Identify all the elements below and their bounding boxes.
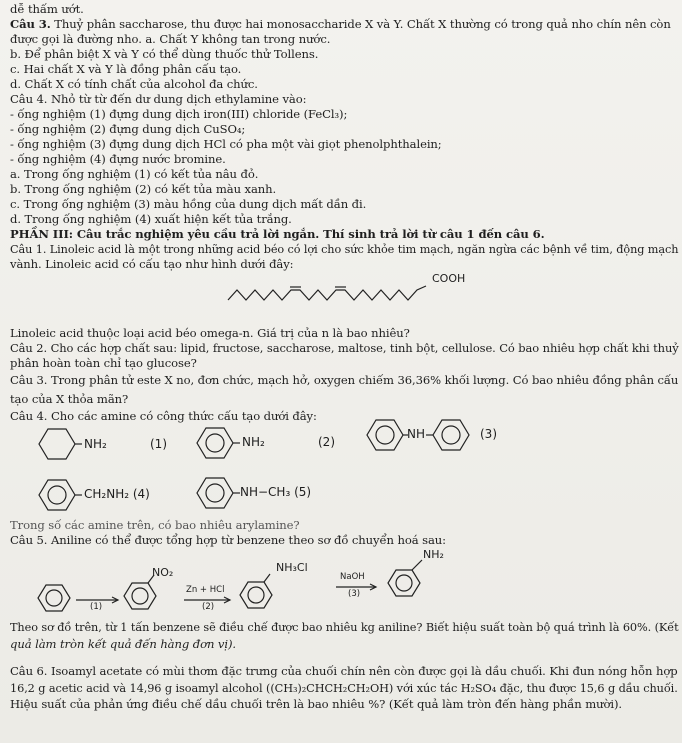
text-line: tạo của X thỏa mãn? bbox=[10, 392, 129, 406]
text-line: c. Hai chất X và Y là đồng phân cấu tạo. bbox=[10, 62, 242, 76]
text-line: d. Trong ống nghiệm (4) xuất hiện kết tủa trắng. bbox=[10, 212, 292, 226]
text-line: c. Trong ống nghiệm (3) màu hồng của dung dịch mất dần đi. bbox=[10, 197, 367, 211]
text-line: 16,2 g acetic acid và 14,96 g isoamyl alcohol ((CH₃)₂CHCH₂CH₂OH) với xúc tác H₂SO₄ đặc, thu được 15,6 g dầu chuối. bbox=[10, 681, 678, 695]
amine-1-group: NH₂ bbox=[84, 437, 107, 451]
linoleic-acid-structure bbox=[228, 282, 448, 322]
benzene-ring-icon bbox=[388, 560, 438, 600]
step-1-label: (1) bbox=[90, 602, 103, 612]
amine-1-number: (1) bbox=[150, 437, 167, 451]
benzene-ring-icon bbox=[38, 427, 78, 461]
text-line: b. Để phân biệt X và Y có thể dùng thuốc thử Tollens. bbox=[10, 47, 319, 61]
benzene-ring-icon bbox=[196, 426, 236, 460]
amine-4-group: CH₂NH₂ (4) bbox=[84, 487, 150, 501]
benzene-ring-icon bbox=[240, 574, 290, 612]
step-2-label: (2) bbox=[202, 602, 215, 612]
question-4-stem: Câu 4. Nhỏ từ từ đến dư dung dịch ethylamine vào: bbox=[10, 92, 307, 106]
text-line: phân hoàn toàn chỉ tạo glucose? bbox=[10, 356, 197, 370]
question-2-stem: Câu 2. Cho các hợp chất sau: lipid, fructose, saccharose, maltose, tinh bột, cellulose. Có bao nhiêu hợp chất khi thuỷ bbox=[10, 341, 679, 355]
benzene-ring-icon bbox=[124, 579, 174, 613]
benzene-ring-icon bbox=[366, 418, 406, 452]
text-line: Hiệu suất của phản ứng điều chế dầu chuối trên là bao nhiêu %? (Kết quả làm tròn đến hàng phần mười). bbox=[10, 697, 622, 711]
question-3-stem: Câu 3. Trong phân tử este X no, đơn chức, mạch hở, oxygen chiếm 36,36% khối lượng. Có bao nhiêu đồng phân cấu bbox=[10, 373, 679, 387]
question-4-stem: Câu 4. Cho các amine có công thức cấu tạo dưới đây: bbox=[10, 409, 317, 423]
question-3-stem: Câu 3. Thuỷ phân saccharose, thu được hai monosaccharide X và Y. Chất X thường có trong quả nho chín nên còn bbox=[10, 17, 671, 31]
text-line: - ống nghiệm (2) đựng dung dịch CuSO₄; bbox=[10, 122, 246, 136]
nh3cl-group: NH₃Cl bbox=[276, 561, 308, 574]
section-heading: PHẦN III: Câu trắc nghiệm yêu cầu trả lời ngắn. Thí sinh trả lời từ câu 1 đến câu 6. bbox=[10, 227, 545, 241]
amine-2-number: (2) bbox=[318, 435, 335, 449]
text-line: - ống nghiệm (4) đựng nước bromine. bbox=[10, 152, 226, 166]
no2-group: NO₂ bbox=[152, 566, 174, 579]
amine-3-number: (3) bbox=[480, 427, 497, 441]
text-line: d. Chất X có tính chất của alcohol đa chức. bbox=[10, 77, 258, 91]
step-3-label: (3) bbox=[348, 589, 361, 599]
reagent-3-label: NaOH bbox=[340, 572, 365, 582]
benzene-ring-icon bbox=[426, 418, 476, 452]
text-line: - ống nghiệm (1) đựng dung dịch iron(III) chloride (FeCl₃); bbox=[10, 107, 348, 121]
text-line: vành. Linoleic acid có cấu tạo như hình dưới đây: bbox=[10, 257, 294, 271]
text-line: dễ thấm ướt. bbox=[10, 2, 84, 16]
amine-3-group: NH bbox=[407, 427, 425, 441]
benzene-ring-icon bbox=[196, 476, 236, 510]
text-line: Linoleic acid thuộc loại acid béo omega-n. Giá trị của n là bao nhiêu? bbox=[10, 326, 410, 340]
question-label: Câu 3. bbox=[10, 17, 51, 31]
text-line: Theo sơ đồ trên, từ 1 tấn benzene sẽ điều chế được bao nhiêu kg aniline? Biết hiệu suất toàn bộ quá trình là 60%. (Kết bbox=[10, 620, 679, 634]
amine-2-group: NH₂ bbox=[242, 435, 265, 449]
text-line: - ống nghiệm (3) đựng dung dịch HCl có pha một vài giọt phenolphthalein; bbox=[10, 137, 442, 151]
benzene-ring-icon bbox=[38, 583, 72, 613]
text-line: b. Trong ống nghiệm (2) có kết tủa màu xanh. bbox=[10, 182, 277, 196]
question-6-stem: Câu 6. Isoamyl acetate có mùi thơm đặc trưng của chuối chín nên còn được gọi là dầu chuối. Khi đun nóng hỗn hợp bbox=[10, 664, 678, 678]
nh2-group: NH₂ bbox=[423, 548, 444, 561]
text-line: quả làm tròn kết quả đến hàng đơn vị). bbox=[10, 637, 236, 651]
text-line: được gọi là đường nho. a. Chất Y không tan trong nước. bbox=[10, 32, 331, 46]
reagent-2-label: Zn + HCl bbox=[186, 585, 225, 595]
question-1-stem: Câu 1. Linoleic acid là một trong những acid béo có lợi cho sức khỏe tim mạch, ngăn ngừa các bệnh về tim, động mạch bbox=[10, 242, 679, 256]
cooh-label: COOH bbox=[432, 272, 466, 285]
text-line: Trong số các amine trên, có bao nhiêu arylamine? bbox=[10, 518, 300, 532]
amine-5-group: NH−CH₃ (5) bbox=[240, 485, 312, 499]
text-line: a. Trong ống nghiệm (1) có kết tủa nâu đỏ. bbox=[10, 167, 259, 181]
question-5-stem: Câu 5. Aniline có thể được tổng hợp từ benzene theo sơ đồ chuyển hoá sau: bbox=[10, 533, 446, 547]
benzene-ring-icon bbox=[38, 478, 78, 512]
